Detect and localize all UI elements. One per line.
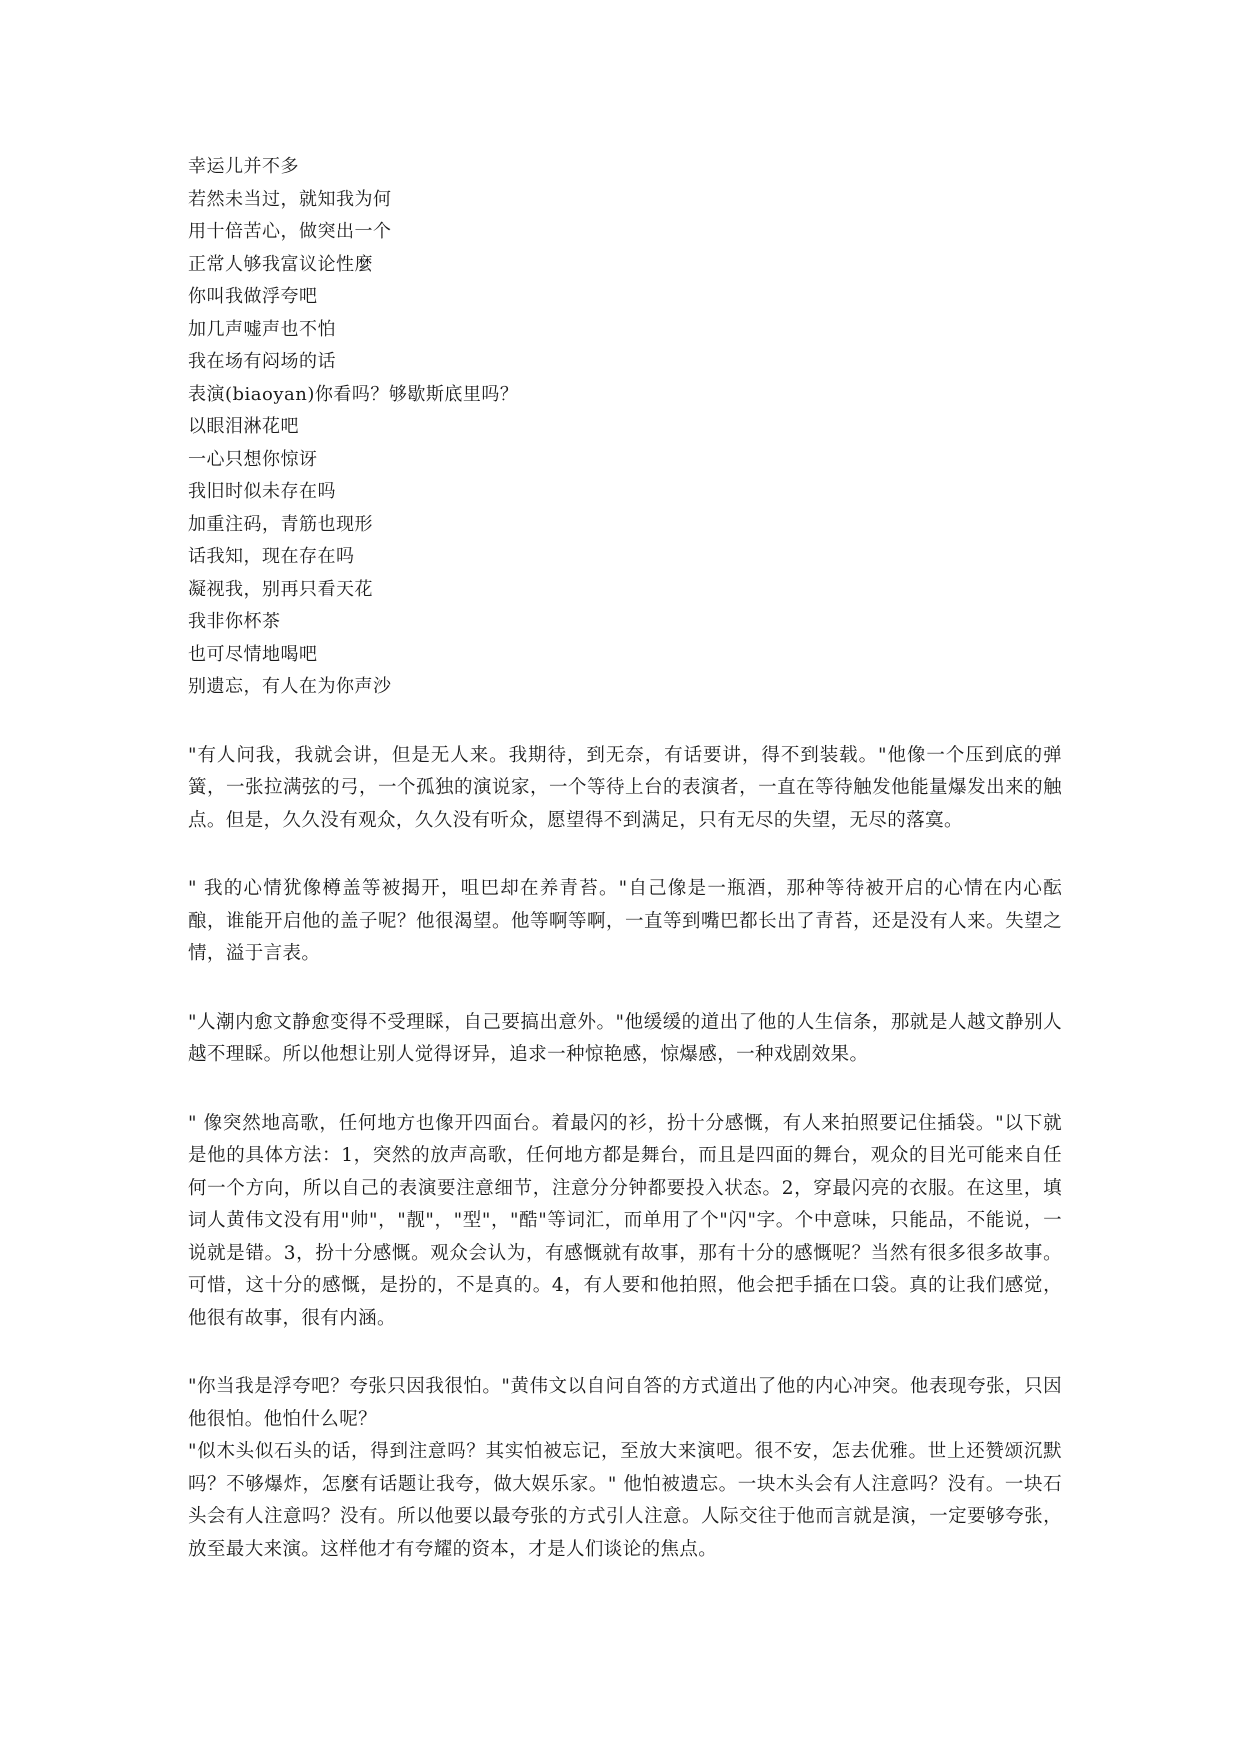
lyric-line: 也可尽情地喝吧 [188, 643, 318, 665]
lyric-line: 加重注码，青筋也现形 [188, 513, 373, 535]
lyric-line: 表演(biaoyan)你看吗？够歇斯底里吗？ [188, 383, 519, 405]
lyric-line: 别遗忘，有人在为你声沙 [188, 676, 392, 697]
commentary-paragraph-1: "有人问我，我就会讲，但是无人来。我期待，到无奈，有话要讲，得不到装载。"他像一个压到底的弹簧，一张拉满弦的弓，一个孤独的演说家，一个等待上台的表演者，一直在等待触发他能量爆发出来的触点。但是，久久没有观众，久久没有听众，愿望得不到满足，只有无尽的失望，无尽的落寞。 [188, 744, 1062, 831]
document-body [188, 151, 1062, 1566]
paragraph-gap [188, 704, 1062, 740]
paragraph-gap [188, 971, 1062, 1007]
lyric-line: 以眼泪淋花吧 [188, 416, 299, 437]
lyrics-block [188, 151, 1062, 704]
commentary-paragraph-4: " 像突然地高歌，任何地方也像开四面台。着最闪的衫，扮十分感慨，有人来拍照要记住插袋。"以下就是他的具体方法：1，突然的放声高歌，任何地方都是舞台，而且是四面的舞台，观众的目光可能来自任何一个方向，所以自己的表演要注意细节，注意分分钟都要投入状态。2，穿最闪亮的衣服。在这里，填词人黄伟文没有用"帅"，"靓"，"型"，"酷"等词汇，而单用了个"闪"字。个中意味，只能品，不能说，一说就是错。3，扮十分感慨。观众会认为，有感慨就有故事，那有十分的感慨呢？当然有很多很多故事。可惜，这十分的感慨，是扮的，不是真的。4，有人要和他拍照，他会把手插在口袋。真的让我们感觉，他很有故事，很有内涵。 [188, 1112, 1062, 1329]
lyric-line: 凝视我，别再只看天花 [188, 578, 373, 600]
commentary-paragraph-3: "人潮内愈文静愈变得不受理睬，自己要搞出意外。"他缓缓的道出了他的人生信条，那就是人越文静别人越不理睬。所以他想让别人觉得讶异，追求一种惊艳感，惊爆感，一种戏剧效果。 [188, 1011, 1062, 1065]
lyric-line: 话我知，现在存在吗 [188, 546, 355, 567]
lyric-line: 加几声嘘声也不怕 [188, 318, 336, 340]
paragraph-gap [188, 837, 1062, 873]
paragraph-gap [188, 1335, 1062, 1371]
lyric-line: 幸运儿并不多 [188, 156, 299, 177]
lyric-line: 正常人够我富议论性麼 [188, 253, 373, 275]
lyric-line: 我旧时似未存在吗 [188, 481, 336, 502]
commentary-paragraph-5: "你当我是浮夸吧？夸张只因我很怕。"黄伟文以自问自答的方式道出了他的内心冲突。他表现夸张，只因他很怕。他怕什么呢？ "似木头似石头的话，得到注意吗？其实怕被忘记，至放大来演吧。很不安，怎去优雅。世上还赞颂沉默吗？不够爆炸，怎麼有话题让我夸，做大娱乐家。" 他怕被遗忘。一块木头会有人注意吗？没有。一块石头会有人注意吗？没有。所以他要以最夸张的方式引人注意。人际交往于他而言就是演，一定要够夸张，放至最大来演。这样他才有夸耀的资本，才是人们谈论的焦点。 [188, 1376, 1062, 1560]
commentary-paragraph-2: " 我的心情犹像樽盖等被揭开，咀巴却在养青苔。"自己像是一瓶酒，那种等待被开启的心情在内心酝酿，谁能开启他的盖子呢？他很渴望。他等啊等啊，一直等到嘴巴都长出了青苔，还是没有人来。失望之情，溢于言表。 [188, 878, 1062, 964]
paragraph-gap [188, 1072, 1062, 1108]
lyric-line: 你叫我做浮夸吧 [188, 286, 318, 307]
lyric-line: 我在场有闷场的话 [188, 351, 336, 372]
lyric-line: 用十倍苦心，做突出一个 [188, 221, 392, 242]
lyric-line: 我非你杯茶 [188, 611, 281, 632]
lyric-line: 一心只想你惊讶 [188, 448, 318, 470]
lyric-line: 若然未当过，就知我为何 [188, 188, 392, 210]
